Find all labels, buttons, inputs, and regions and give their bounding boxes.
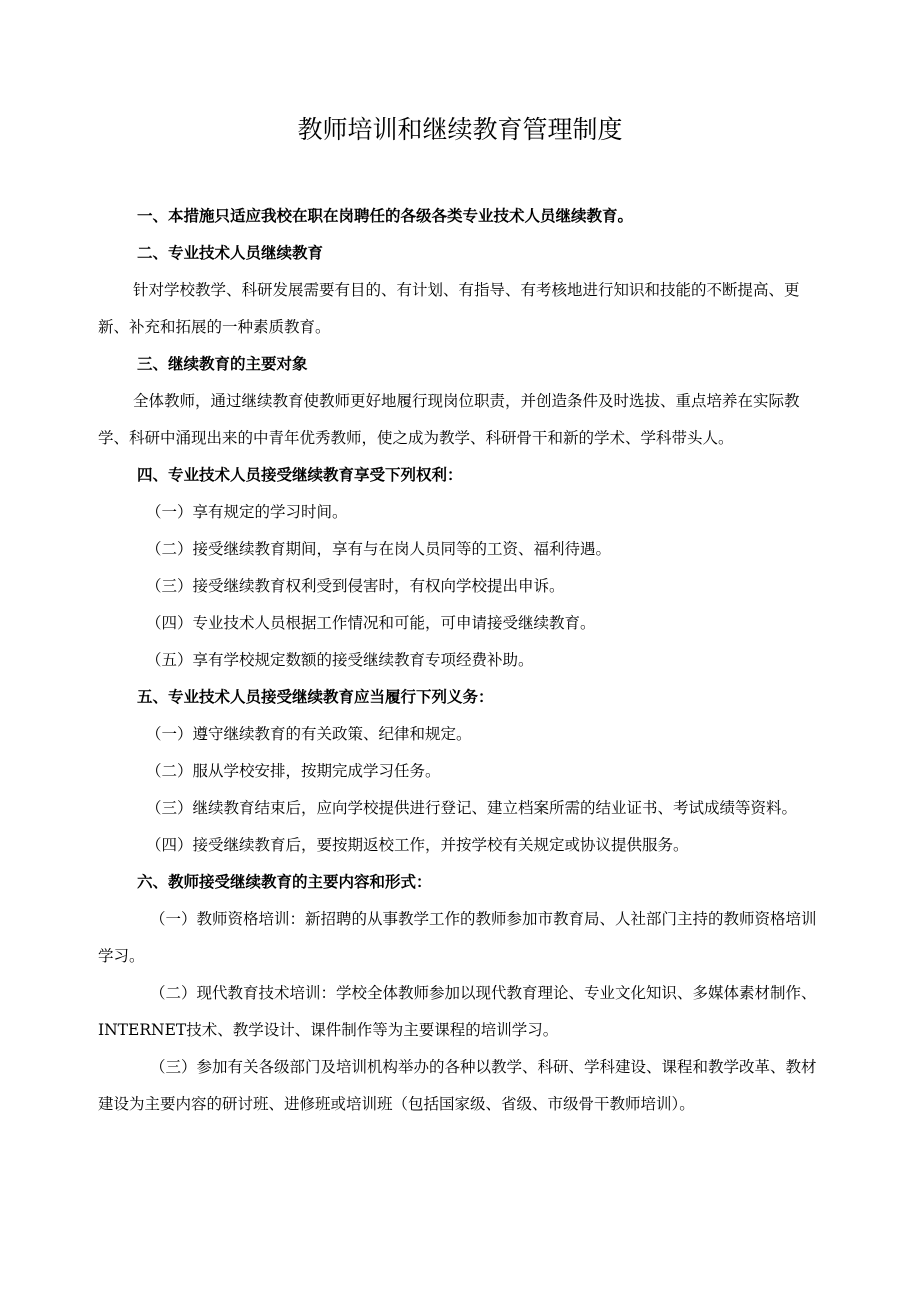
document-title: 教师培训和继续教育管理制度 xyxy=(297,115,623,144)
section-4-item: （二）接受继续教育期间，享有与在岗人员同等的工资、福利待遇。 xyxy=(146,540,612,558)
section-2-heading: 二、专业技术人员继续教育 xyxy=(137,244,324,262)
section-6-item: （二）现代教育技术培训：学校全体教师参加以现代教育理论、专业文化知识、多媒体素材制作、INTERNET技术、教学设计、课件制作等为主要课程的培训学习。 xyxy=(98,984,817,1039)
section-1-heading: 一、本措施只适应我校在职在岗聘任的各级各类专业技术人员继续教育。 xyxy=(137,207,634,225)
section-4-item: （四）专业技术人员根据工作情况和可能，可申请接受继续教育。 xyxy=(146,614,596,632)
section-4-item: （五）享有学校规定数额的接受继续教育专项经费补助。 xyxy=(146,651,534,669)
section-6-heading: 六、教师接受继续教育的主要内容和形式： xyxy=(137,873,432,891)
document-body xyxy=(98,198,826,1123)
section-5-item: （二）服从学校安排，按期完成学习任务。 xyxy=(146,762,441,780)
section-3-heading: 三、继续教育的主要对象 xyxy=(137,355,308,373)
section-3-text: 全体教师，通过继续教育使教师更好地履行现岗位职责，并创造条件及时选拔、重点培养在实际教学、科研中涌现出来的中青年优秀教师，使之成为教学、科研骨干和新的学术、学科带头人。 xyxy=(98,392,800,447)
section-6-item: （一）教师资格培训：新招聘的从事教学工作的教师参加市教育局、人社部门主持的教师资格培训学习。 xyxy=(98,910,817,965)
section-4-item: （三）接受继续教育权利受到侵害时，有权向学校提出申诉。 xyxy=(146,577,565,595)
section-5-heading: 五、专业技术人员接受继续教育应当履行下列义务： xyxy=(137,688,494,706)
section-2-text: 针对学校教学、科研发展需要有目的、有计划、有指导、有考核地进行知识和技能的不断提高、更新、补充和拓展的一种素质教育。 xyxy=(98,281,800,336)
section-4-heading: 四、专业技术人员接受继续教育享受下列权利： xyxy=(137,466,463,484)
section-5-item: （四）接受继续教育后，要按期返校工作，并按学校有关规定或协议提供服务。 xyxy=(146,836,689,854)
section-5-item: （三）继续教育结束后，应向学校提供进行登记、建立档案所需的结业证书、考试成绩等资料。 xyxy=(146,799,798,817)
section-5-item: （一）遵守继续教育的有关政策、纪律和规定。 xyxy=(146,725,472,743)
section-4-item: （一）享有规定的学习时间。 xyxy=(146,503,348,521)
section-6-item: （三）参加有关各级部门及培训机构举办的各种以教学、科研、学科建设、课程和教学改革、教材建设为主要内容的研讨班、进修班或培训班（包括国家级、省级、市级骨干教师培训）。 xyxy=(98,1058,817,1113)
